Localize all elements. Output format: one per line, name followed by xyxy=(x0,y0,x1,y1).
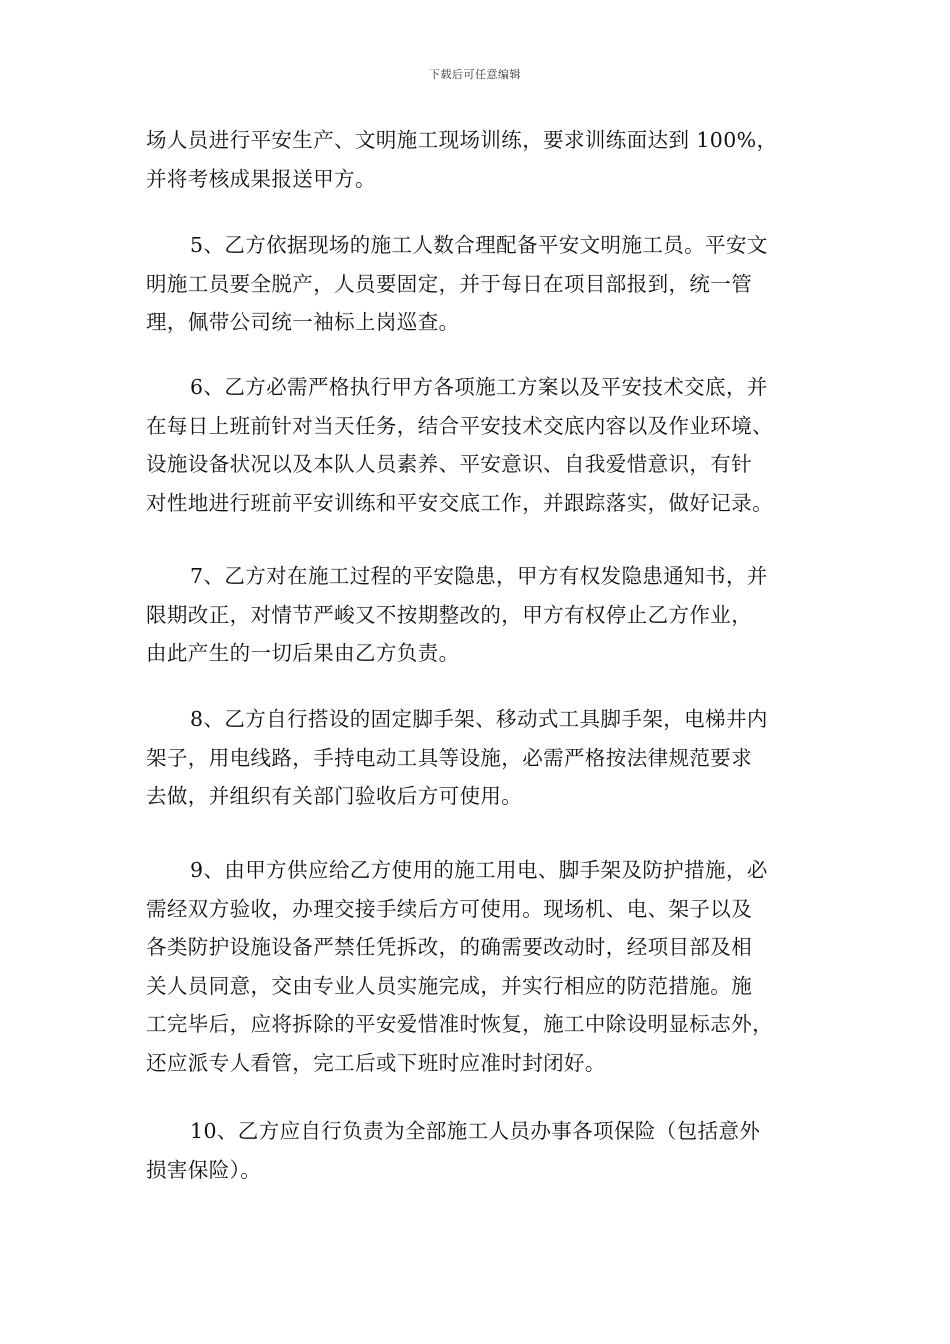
paragraph-item-5 xyxy=(146,226,816,342)
paragraph-item-7 xyxy=(146,557,816,673)
paragraph-line: 8、乙方自行搭设的固定脚手架、移动式工具脚手架，电梯井内 xyxy=(190,707,768,731)
paragraph-line: 限期改正，对情节严峻又不按期整改的，甲方有权停止乙方作业， xyxy=(146,602,753,627)
page-header: 下载后可任意编辑 xyxy=(429,68,521,81)
paragraph-line: 理，佩带公司统一袖标上岗巡查。 xyxy=(146,310,460,334)
paragraph-line: 关人员同意，交由专业人员实施完成，并实行相应的防范措施。施 xyxy=(146,973,753,998)
paragraph-line: 各类防护设施设备严禁任凭拆改，的确需要改动时，经项目部及相 xyxy=(146,935,753,959)
paragraph-line: 场人员进行平安生产、文明施工现场训练，要求训练面达到 100%， xyxy=(146,128,778,152)
paragraph-line: 5、乙方依据现场的施工人数合理配备平安文明施工员。平安文 xyxy=(190,233,768,257)
paragraph-line: 并将考核成果报送甲方。 xyxy=(146,166,376,191)
paragraph-item-8 xyxy=(146,700,816,816)
paragraph-line: 还应派专人看管，完工后或下班时应准时封闭好。 xyxy=(146,1050,606,1075)
paragraph-line: 9、由甲方供应给乙方使用的施工用电、脚手架及防护措施，必 xyxy=(190,858,768,882)
paragraph-line: 7、乙方对在施工过程的平安隐患，甲方有权发隐患通知书，并 xyxy=(190,564,768,588)
paragraph-line: 架子，用电线路，手持电动工具等设施，必需严格按法律规范要求 xyxy=(146,745,753,770)
paragraph-line: 去做，并组织有关部门验收后方可使用。 xyxy=(146,784,523,808)
paragraph-line: 对性地进行班前平安训练和平安交底工作，并跟踪落实，做好记录。 xyxy=(146,490,773,515)
paragraph-line: 10、乙方应自行负责为全部施工人员办事各项保险（包括意外 xyxy=(190,1119,761,1143)
paragraph-item-10 xyxy=(146,1112,816,1189)
paragraph-item-9 xyxy=(146,851,816,1082)
paragraph-item-6 xyxy=(146,368,816,522)
paragraph-line: 由此产生的一切后果由乙方负责。 xyxy=(146,641,460,665)
paragraph-line: 工完毕后，应将拆除的平安爱惜准时恢复，施工中除设明显标志外， xyxy=(146,1012,773,1036)
paragraph-line: 在每日上班前针对当天任务，结合平安技术交底内容以及作业环境、 xyxy=(146,413,773,438)
paragraph-line: 明施工员要全脱产，人员要固定，并于每日在项目部报到，统一管 xyxy=(146,271,753,296)
paragraph-line: 损害保险）。 xyxy=(146,1157,262,1182)
paragraph-line: 6、乙方必需严格执行甲方各项施工方案以及平安技术交底，并 xyxy=(190,375,768,399)
paragraph-continuation xyxy=(146,121,816,198)
paragraph-line: 需经双方验收，办理交接手续后方可使用。现场机、电、架子以及 xyxy=(146,896,753,921)
paragraph-line: 设施设备状况以及本队人员素养、平安意识、自我爱惜意识，有针 xyxy=(146,452,753,476)
